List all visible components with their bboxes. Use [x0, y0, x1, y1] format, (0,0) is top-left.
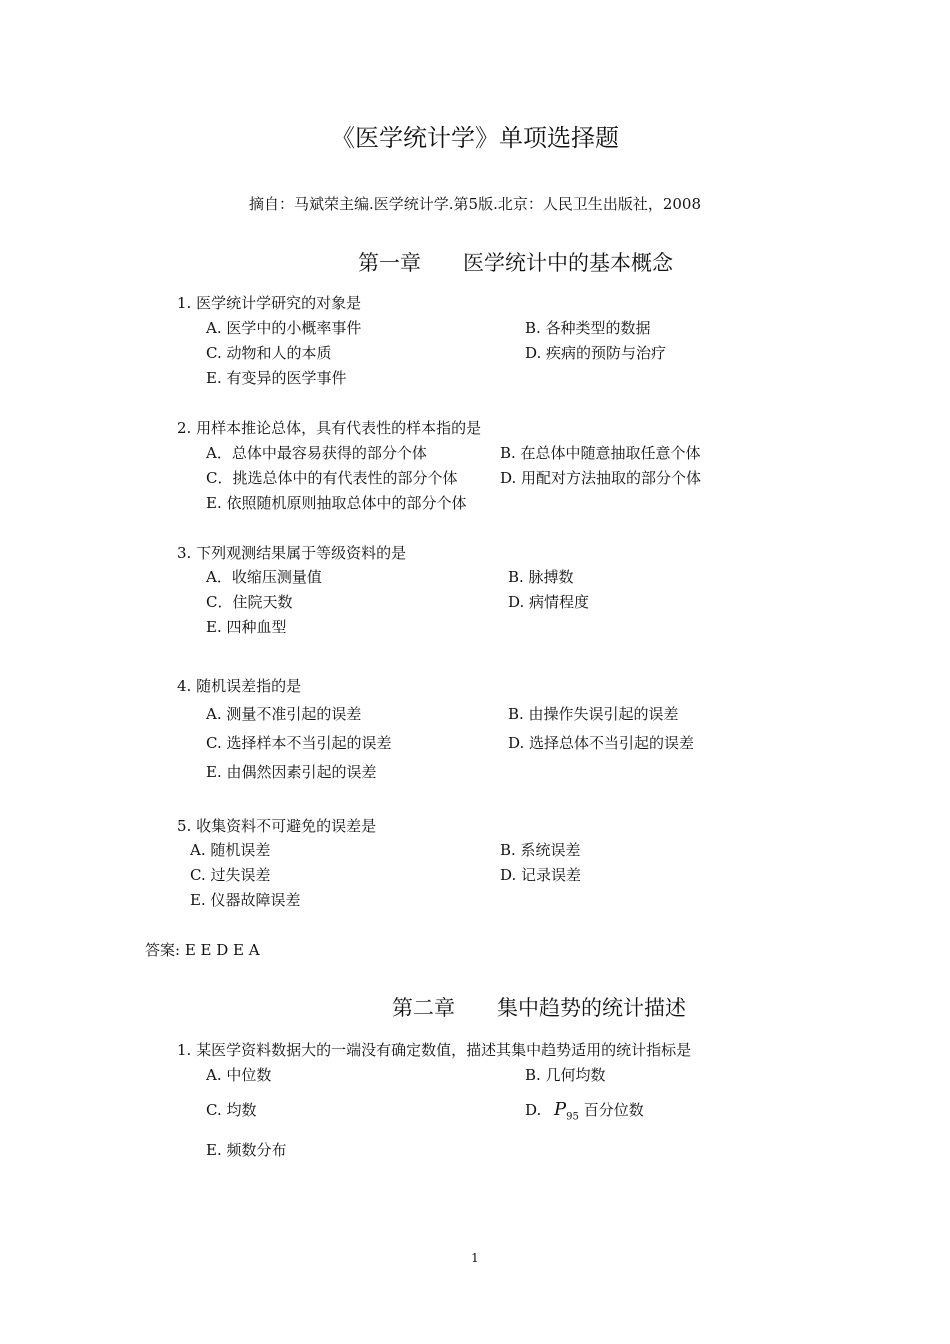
- ch2-q1-option-d-text: 百分位数: [583, 1101, 644, 1119]
- document-title: 《医学统计学》单项选择题: [331, 124, 619, 152]
- ch1-q3-option-b: B. 脉搏数: [508, 568, 574, 586]
- ch1-q2-option-e: E. 依照随机原则抽取总体中的部分个体: [206, 494, 467, 512]
- ch1-q4-option-c: C. 选择样本不当引起的误差: [206, 734, 392, 752]
- p95-symbol: [554, 1099, 579, 1123]
- ch1-q4-option-d: D. 选择总体不当引起的误差: [508, 734, 695, 752]
- ch2-q1-option-b: B. 几何均数: [525, 1066, 606, 1084]
- page-number: 1: [471, 1251, 479, 1265]
- ch1-q2-stem: 2. 用样本推论总体，具有代表性的样本指的是: [177, 419, 482, 437]
- p95-subscript: 95: [566, 1111, 579, 1123]
- ch1-q2-option-d: D. 用配对方法抽取的部分个体: [500, 469, 702, 487]
- ch1-q2-option-c: C．挑选总体中的有代表性的部分个体: [206, 469, 458, 487]
- ch1-q3-stem: 3. 下列观测结果属于等级资料的是: [177, 544, 407, 562]
- ch1-q1-option-a: A. 医学中的小概率事件: [206, 319, 362, 337]
- ch2-q1-stem: 1. 某医学资料数据大的一端没有确定数值，描述其集中趋势适用的统计指标是: [177, 1041, 692, 1059]
- ch1-q3-option-c: C．住院天数: [206, 593, 293, 611]
- p95-letter: P: [554, 1099, 567, 1120]
- ch2-q1-option-c: C. 均数: [206, 1101, 257, 1119]
- ch1-answer-key: 答案: E E D E A: [145, 941, 260, 959]
- ch1-q1-option-c: C. 动物和人的本质: [206, 344, 332, 362]
- ch1-q5-option-c: C. 过失误差: [190, 866, 271, 884]
- ch1-q5-option-e: E. 仪器故障误差: [190, 891, 301, 909]
- ch1-q3-option-e: E. 四种血型: [206, 618, 287, 636]
- ch2-q1-option-d-label: D.: [525, 1101, 542, 1119]
- ch2-q1-option-e: E. 频数分布: [206, 1141, 287, 1159]
- source-citation: 摘自：马斌荣主编.医学统计学.第5版.北京：人民卫生出版社，2008: [248, 195, 702, 213]
- ch2-q1-option-a: A. 中位数: [206, 1066, 272, 1084]
- ch1-q4-option-b: B. 由操作失误引起的误差: [508, 705, 679, 723]
- ch1-q4-stem: 4. 随机误差指的是: [177, 677, 302, 695]
- ch1-q3-option-a: A．收缩压测量值: [206, 568, 322, 586]
- ch1-q5-option-d: D. 记录误差: [500, 866, 582, 884]
- ch1-q1-option-b: B. 各种类型的数据: [525, 319, 651, 337]
- ch1-q1-option-e: E. 有变异的医学事件: [206, 369, 347, 387]
- ch1-q2-option-a: A．总体中最容易获得的部分个体: [206, 444, 427, 462]
- ch1-q5-option-a: A. 随机误差: [190, 841, 271, 859]
- ch2-q1-option-d: [525, 1099, 644, 1123]
- ch1-q4-option-a: A. 测量不准引起的误差: [206, 705, 362, 723]
- ch1-q4-option-e: E. 由偶然因素引起的误差: [206, 763, 377, 781]
- ch1-q5-stem: 5. 收集资料不可避免的误差是: [177, 817, 377, 835]
- ch1-q1-stem: 1. 医学统计学研究的对象是: [177, 294, 362, 312]
- ch1-q1-option-d: D. 疾病的预防与治疗: [525, 344, 667, 362]
- ch1-q3-option-d: D. 病情程度: [508, 593, 590, 611]
- ch1-q2-option-b: B. 在总体中随意抽取任意个体: [500, 444, 701, 462]
- chapter-2-title: 第二章 集中趋势的统计描述: [392, 996, 686, 1020]
- chapter-1-title: 第一章 医学统计中的基本概念: [358, 251, 673, 275]
- ch1-q5-option-b: B. 系统误差: [500, 841, 581, 859]
